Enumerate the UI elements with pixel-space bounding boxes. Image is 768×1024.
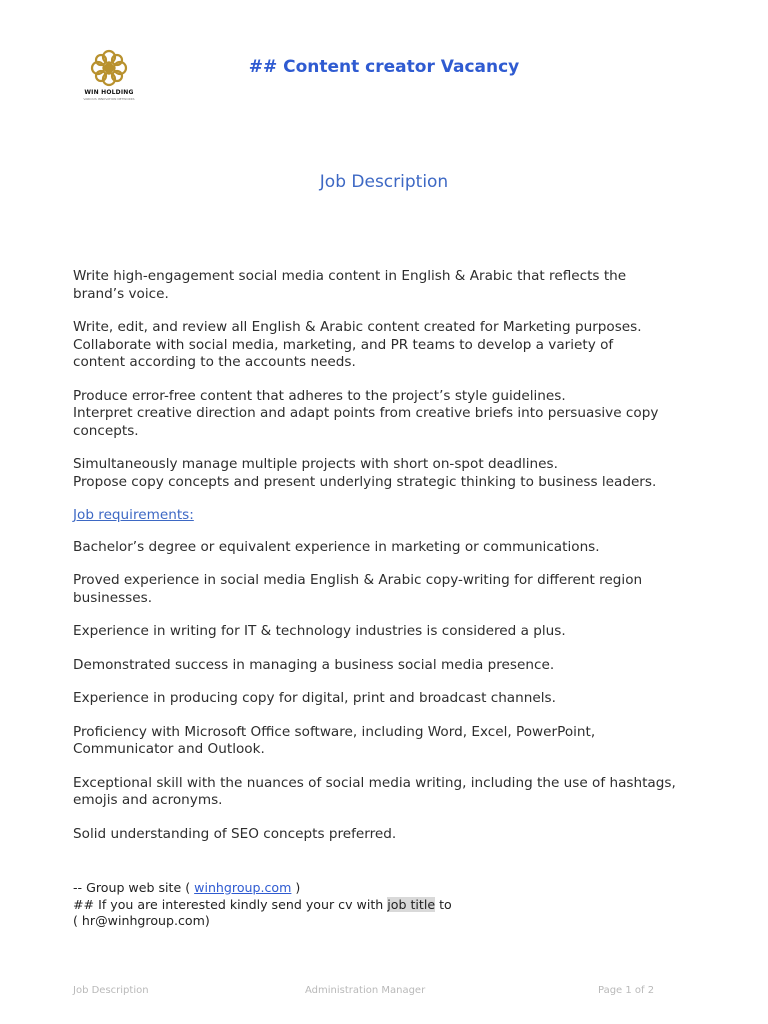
text-line: content according to the accounts needs. <box>73 354 356 370</box>
section-heading: Job Description <box>319 172 449 192</box>
text-line: Interpret creative direction and adapt points from creative briefs into persuasive copy <box>73 405 659 421</box>
text-line: Communicator and Outlook. <box>73 741 265 757</box>
text-line: Write, edit, and review all English & Arabic content created for Marketing purposes. <box>73 319 642 335</box>
text-line: Write high-engagement social media content in English & Arabic that reflects the <box>73 268 627 284</box>
text-line: Collaborate with social media, marketing, and PR teams to develop a variety of <box>73 336 614 353</box>
logo-name: WIN HOLDING <box>84 89 134 96</box>
text-line: concepts. <box>73 422 139 439</box>
text-line: Solid understanding of SEO concepts preferred. <box>73 825 397 842</box>
text-line: Bachelor’s degree or equivalent experience in marketing or communications. <box>73 538 600 555</box>
website-prefix: -- Group web site ( <box>73 880 195 895</box>
description-paragraph <box>73 456 713 491</box>
requirement-item <box>73 657 713 675</box>
requirement-item <box>73 775 713 810</box>
text-line: Experience in writing for IT & technology industries is considered a plus. <box>73 623 566 639</box>
text-line: brand’s voice. <box>73 285 169 302</box>
requirement-item <box>73 826 713 844</box>
apply-line <box>73 897 713 914</box>
description-paragraph <box>73 319 713 372</box>
description-paragraph <box>73 268 713 303</box>
apply-prefix: ## If you are interested kindly send your cv with <box>73 896 388 912</box>
highlighted-job-title: job title <box>387 896 436 912</box>
text-line: Simultaneously manage multiple projects with short on-spot deadlines. <box>73 456 558 472</box>
text-line: Exceptional skill with the nuances of social media writing, including the use of hashtags, <box>73 774 676 791</box>
website-suffix: ) <box>291 880 301 895</box>
text-line: emojis and acronyms. <box>73 792 223 808</box>
logo-tagline: VARIOUS INNOVATION NETWORKS <box>83 97 135 101</box>
page-title: ## Content creator Vacancy <box>248 57 520 77</box>
text-line: Produce error-free content that adheres to the project’s style guidelines. <box>73 387 566 404</box>
text-line: Demonstrated success in managing a business social media presence. <box>73 656 555 673</box>
text-line: Proved experience in social media English & Arabic copy-writing for different region <box>73 572 643 588</box>
requirements-heading: Job requirements: <box>73 507 194 523</box>
requirement-item <box>73 539 713 557</box>
website-line <box>73 880 713 897</box>
description-paragraph <box>73 388 713 441</box>
text-line: Propose copy concepts and present underlying strategic thinking to business leaders. <box>73 473 657 490</box>
text-line: businesses. <box>73 589 153 606</box>
contact-block <box>73 880 713 930</box>
footer-center: Administration Manager <box>305 985 426 996</box>
document-body <box>73 268 713 859</box>
requirement-item <box>73 572 713 607</box>
requirement-item <box>73 623 713 641</box>
email-line: ( hr@winhgroup.com) <box>73 913 210 928</box>
website-link[interactable]: winhgroup.com <box>194 880 292 895</box>
requirement-item <box>73 690 713 708</box>
text-line: Experience in producing copy for digital, print and broadcast channels. <box>73 690 556 706</box>
apply-suffix: to <box>435 896 452 912</box>
footer-left: Job Description <box>73 985 149 996</box>
footer-page-number: Page 1 of 2 <box>598 985 655 996</box>
requirement-item <box>73 724 713 759</box>
text-line: Proficiency with Microsoft Office software, including Word, Excel, PowerPoint, <box>73 723 596 740</box>
